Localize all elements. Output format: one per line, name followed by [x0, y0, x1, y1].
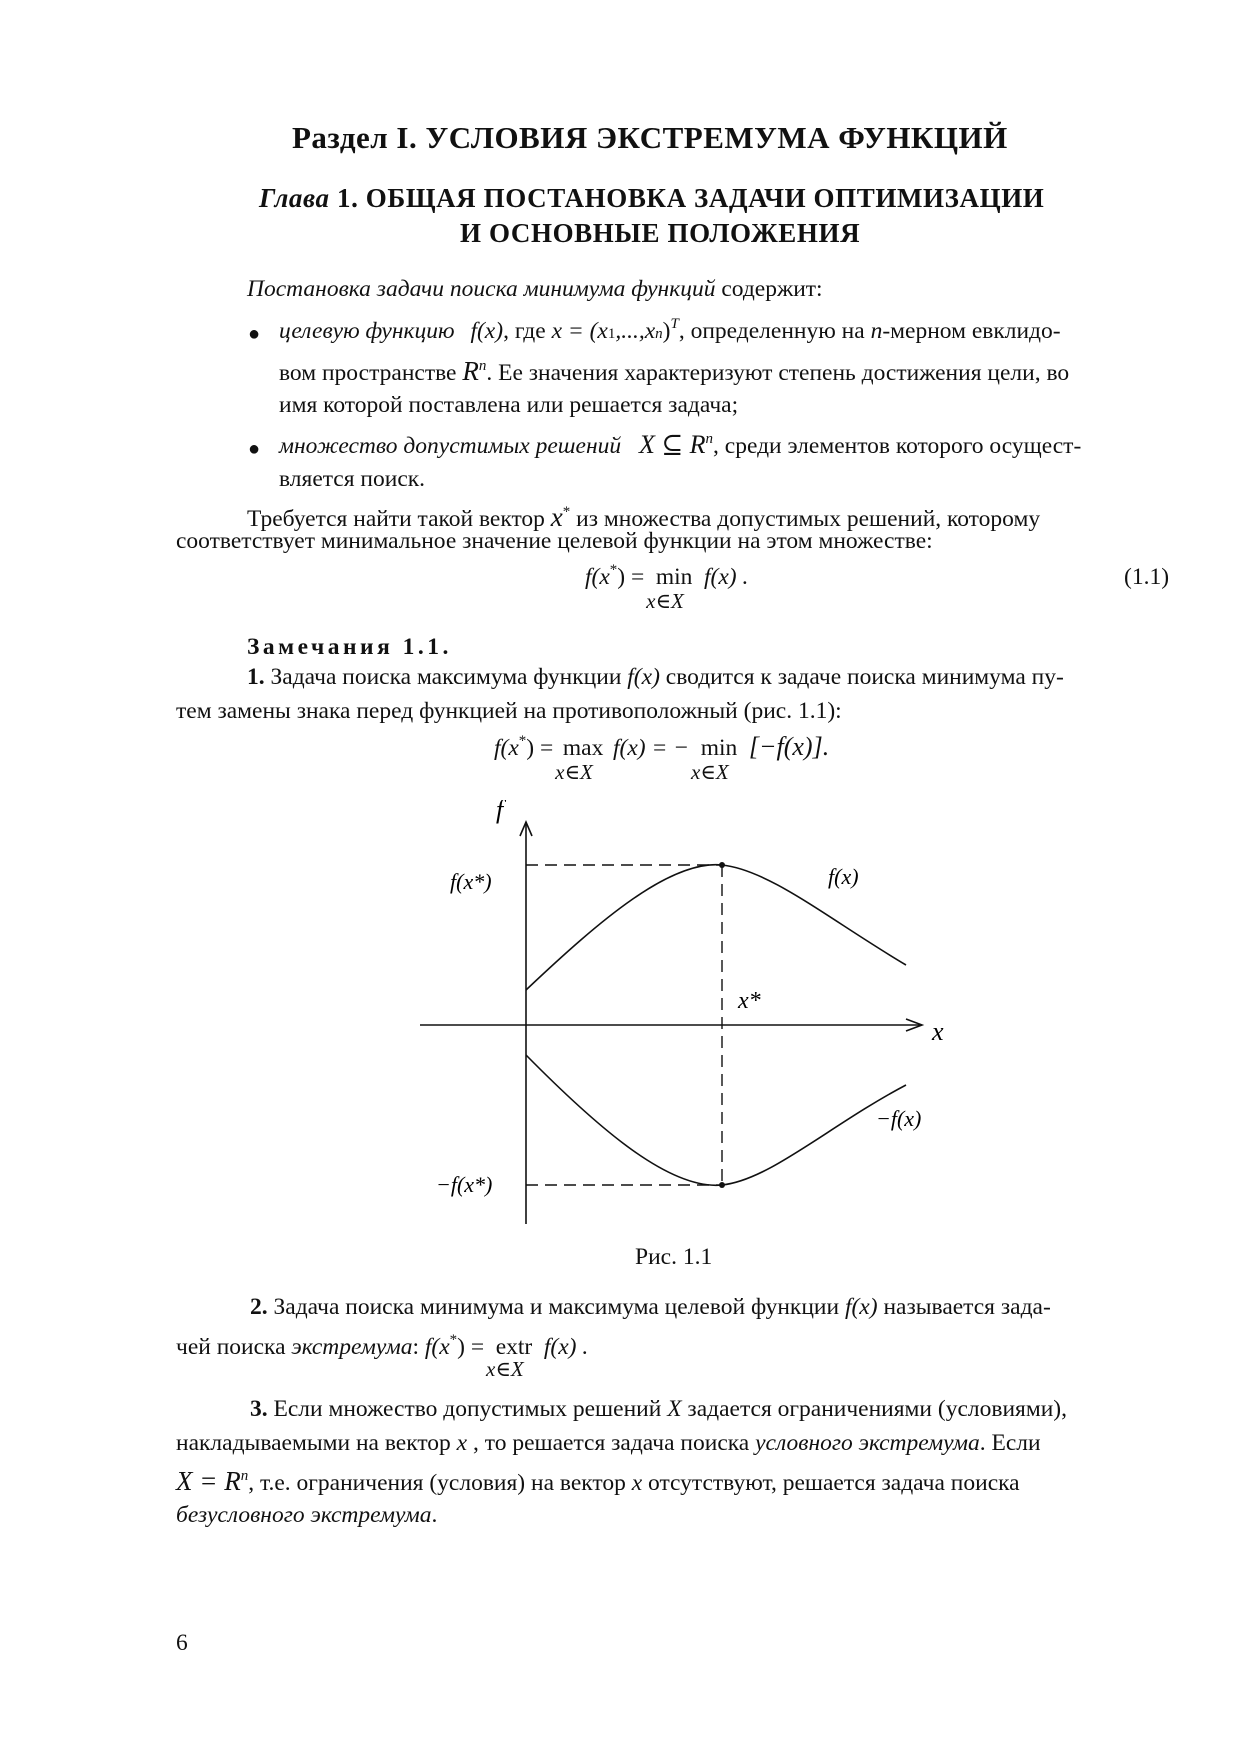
intro-italic: Постановка задачи поиска минимума функций [247, 276, 716, 302]
remark-3-X: X [667, 1396, 682, 1422]
min-point [719, 1182, 725, 1188]
remark-3-line3b: , т.е. ограничения (условия) на вектор [248, 1470, 632, 1496]
remark-3-b: задается ограничениями (условиями), [681, 1396, 1067, 1422]
eq11-star: * [609, 562, 618, 578]
bullet-1-xdef: x = (x [551, 318, 608, 344]
eq-max-eq: ) = [526, 735, 560, 761]
eq-max-star: * [518, 733, 527, 749]
remark-3-line2b: , то решается задача поиска [467, 1430, 756, 1456]
remark-2-under: x∈X [486, 1357, 524, 1381]
remark-3-line2c: . Если [979, 1430, 1041, 1456]
requirement-line2: соответствует минимальное значение целевой функции на этом множестве: [176, 528, 933, 554]
remark-1-b: сводится к задаче поиска минимума пу- [659, 664, 1064, 690]
bullet-1-Rn: n [478, 358, 487, 374]
bullet-1-sub1: 1 [607, 326, 616, 342]
label-xstar: x* [738, 988, 761, 1014]
bullet-1-line2b: . Ее значения характеризуют степень достижения цели, во [486, 360, 1070, 386]
bullet-dot: ● [248, 323, 261, 345]
intro-paragraph [247, 272, 823, 306]
remark-1-line1 [247, 660, 1064, 694]
equation-1-1 [585, 560, 749, 613]
label-neg-fmax: −f(x*) [436, 1172, 493, 1197]
remark-3-n: n [240, 1468, 249, 1484]
bullet-1-subn: n [655, 326, 663, 342]
eq11-min: min [655, 564, 693, 590]
bullet-2-dot: ● [248, 438, 261, 460]
remark-2-star: * [449, 1332, 458, 1348]
remark-3-line4: безусловного экстремума [176, 1502, 432, 1528]
curve-neg-fx [526, 1055, 906, 1185]
label-axis-f: f [496, 800, 504, 824]
remark-2-line2 [176, 1330, 589, 1381]
label-fx: f(x) [828, 864, 859, 889]
bullet-2-line2: вляется поиск. [279, 466, 426, 492]
remark-2-tail: f(x) . [543, 1334, 589, 1360]
remark-3-x: x [456, 1430, 468, 1456]
remark-2-line2a: чей поиска [176, 1334, 292, 1360]
remark-2-line1 [250, 1290, 1051, 1324]
req-b: из множества допустимых решений, которому [570, 506, 1041, 532]
bullet-2-text: , среди элементов которого осущест- [713, 433, 1082, 459]
eq-min-tail: [−f(x)]. [748, 732, 830, 761]
remark-3-line3a: X = R [176, 1466, 241, 1496]
remark-2-line2b: : [412, 1334, 425, 1360]
remark-2-italic: экстремума [291, 1334, 413, 1360]
remark-1-a: Задача поиска максимума функции [264, 664, 628, 690]
max-point [719, 862, 725, 868]
remark-2-number: 2. [250, 1294, 268, 1320]
bullet-2-line1 [279, 428, 1081, 466]
remark-3-line1 [250, 1392, 1067, 1426]
bullet-1-fx: f(x) [470, 318, 504, 344]
remark-2-eq: f(x [424, 1334, 450, 1360]
bullet-1-R: R [462, 356, 479, 386]
chapter-label: Глава [259, 183, 330, 213]
bullet-1-line1 [248, 316, 260, 351]
eq-max-lhs: f(x [494, 735, 519, 761]
bullet-1-supT: T [670, 316, 679, 332]
remark-2-a: Задача поиска минимума и максимума целевой функции [267, 1294, 845, 1320]
remarks-title: Замечания 1.1. [247, 634, 452, 660]
remark-3-number: 3. [250, 1396, 268, 1422]
label-neg-fx: −f(x) [876, 1106, 922, 1131]
req-a: Требуется найти такой вектор [247, 506, 551, 532]
remark-1-fx: f(x) [627, 664, 660, 690]
remark-2-fx: f(x) [844, 1294, 878, 1320]
remark-1-equation [494, 730, 830, 784]
bullet-1-term: целевую функцию [279, 318, 455, 344]
remark-3-x2: x [631, 1470, 643, 1496]
eq-min-op: min [700, 735, 738, 761]
req-star: * [562, 504, 571, 520]
equation-number: (1.1) [1124, 564, 1170, 590]
bullet-2-term: множество допустимых решений [279, 433, 622, 459]
chapter-title-line2: И ОСНОВНЫЕ ПОЛОЖЕНИЯ [460, 218, 861, 248]
figure-1-1 [400, 800, 960, 1240]
eq11-under: x∈X [646, 589, 684, 613]
eq11-rhs: ) = [617, 564, 651, 590]
label-fmax: f(x*) [450, 869, 492, 894]
bullet-1-line3: имя которой поставлена или решается задача; [279, 392, 739, 418]
eq-max-op: max [562, 735, 604, 761]
page-number: 6 [176, 1630, 188, 1656]
figure-caption: Рис. 1.1 [635, 1244, 713, 1270]
eq-min-under: x∈X [690, 760, 729, 784]
section-title: Раздел I. УСЛОВИЯ ЭКСТРЕМУМА ФУНКЦИЙ [292, 120, 1008, 155]
eq11-lhs: f(x [585, 564, 610, 590]
remark-3-line2a: накладываемыми на вектор [176, 1430, 457, 1456]
remark-3-line3c: отсутствуют, решается задача поиска [642, 1470, 1020, 1496]
remark-2-extr: extr [495, 1334, 533, 1360]
bullet-2-n: n [705, 431, 714, 447]
remark-3-line4b: . [431, 1502, 438, 1528]
label-axis-x: x [932, 1017, 944, 1046]
req-xstar: x [550, 502, 563, 532]
bullet-1-n: n [870, 318, 883, 344]
bullet-1-close: ) [662, 318, 671, 344]
eq11-tail: f(x) . [704, 564, 749, 590]
eq-max-under: x∈X [555, 760, 593, 784]
remark-1-line2: тем замены знака перед функцией на противоположный (рис. 1.1): [176, 698, 842, 724]
remark-3-italic1: условного экстремума [755, 1430, 980, 1456]
bullet-1-where: , где [503, 318, 552, 344]
bullet-1-line1-text [279, 314, 1174, 351]
bullet-1-text-b: -мерном евклидо- [882, 318, 1061, 344]
remark-3-line4 [176, 1498, 437, 1532]
intro-rest: содержит: [715, 276, 823, 302]
remark-2-b: называется зада- [877, 1294, 1051, 1320]
chapter-heading: 1. ОБЩАЯ ПОСТАНОВКА ЗАДАЧИ ОПТИМИЗАЦИИ [336, 183, 1045, 213]
bullet-1-text-a: , определенную на [678, 318, 871, 344]
bullet-1-mid: ,...,x [615, 318, 656, 344]
remark-1-number: 1. [247, 664, 265, 690]
remark-3-a: Если множество допустимых решений [267, 1396, 668, 1422]
remark-2-eq2: ) = [457, 1334, 490, 1360]
remark-3-line2 [176, 1426, 1041, 1460]
bullet-2-set: X ⊆ R [638, 430, 706, 459]
bullet-1-line2a: вом пространстве [279, 360, 463, 386]
eq-max-mid: f(x) = − [613, 735, 690, 761]
chapter-title-line1 [259, 183, 1044, 214]
